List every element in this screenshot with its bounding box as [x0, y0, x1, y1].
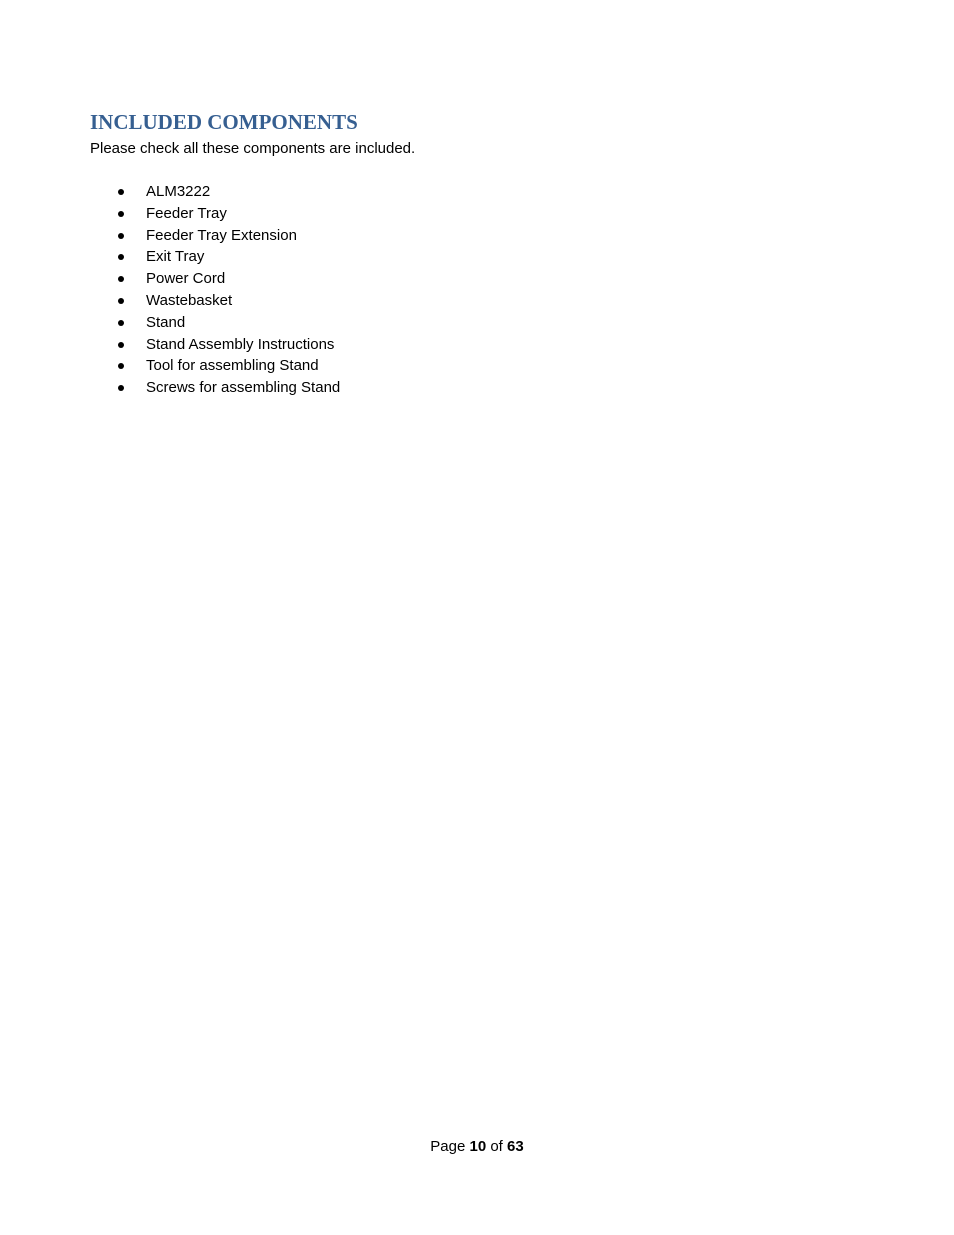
list-item — [90, 377, 340, 399]
bullet-icon — [118, 254, 124, 260]
list-item — [90, 246, 340, 268]
section-title: INCLUDED COMPONENTS — [90, 110, 358, 134]
bullet-icon — [118, 363, 124, 369]
bullet-icon — [118, 189, 124, 195]
list-item-label: Screws for assembling Stand — [146, 379, 341, 397]
list-item-label: Tool for assembling Stand — [146, 357, 319, 375]
list-item — [90, 268, 340, 290]
list-item — [90, 312, 340, 334]
bullet-icon — [118, 233, 124, 239]
of-word: of — [490, 1138, 503, 1155]
bullet-icon — [118, 320, 124, 326]
list-item-label: Power Cord — [146, 270, 226, 288]
intro-text: Please check all these components are included. — [90, 140, 416, 157]
total-page-count: 63 — [507, 1138, 524, 1155]
list-item — [90, 334, 340, 356]
list-item-label: Feeder Tray Extension — [146, 226, 297, 244]
bullet-icon — [118, 298, 124, 304]
bullet-icon — [118, 342, 124, 348]
list-item — [90, 355, 340, 377]
current-page-number: 10 — [469, 1138, 487, 1155]
page-word: Page — [430, 1138, 466, 1155]
bullet-icon — [118, 211, 124, 217]
list-item-label: Wastebasket — [146, 291, 233, 309]
list-item-label: Feeder Tray — [146, 204, 227, 222]
list-item — [90, 225, 340, 247]
list-item-label: Stand Assembly Instructions — [146, 335, 335, 353]
bullet-icon — [118, 276, 124, 282]
list-item-label: Stand — [146, 313, 186, 331]
page-footer — [0, 1137, 954, 1156]
list-item-label: Exit Tray — [146, 248, 205, 266]
list-item-label: ALM3222 — [146, 183, 211, 200]
list-item — [90, 290, 340, 312]
bullet-icon — [118, 385, 124, 391]
list-item — [90, 203, 340, 225]
list-item — [90, 181, 340, 203]
components-list — [90, 181, 340, 399]
